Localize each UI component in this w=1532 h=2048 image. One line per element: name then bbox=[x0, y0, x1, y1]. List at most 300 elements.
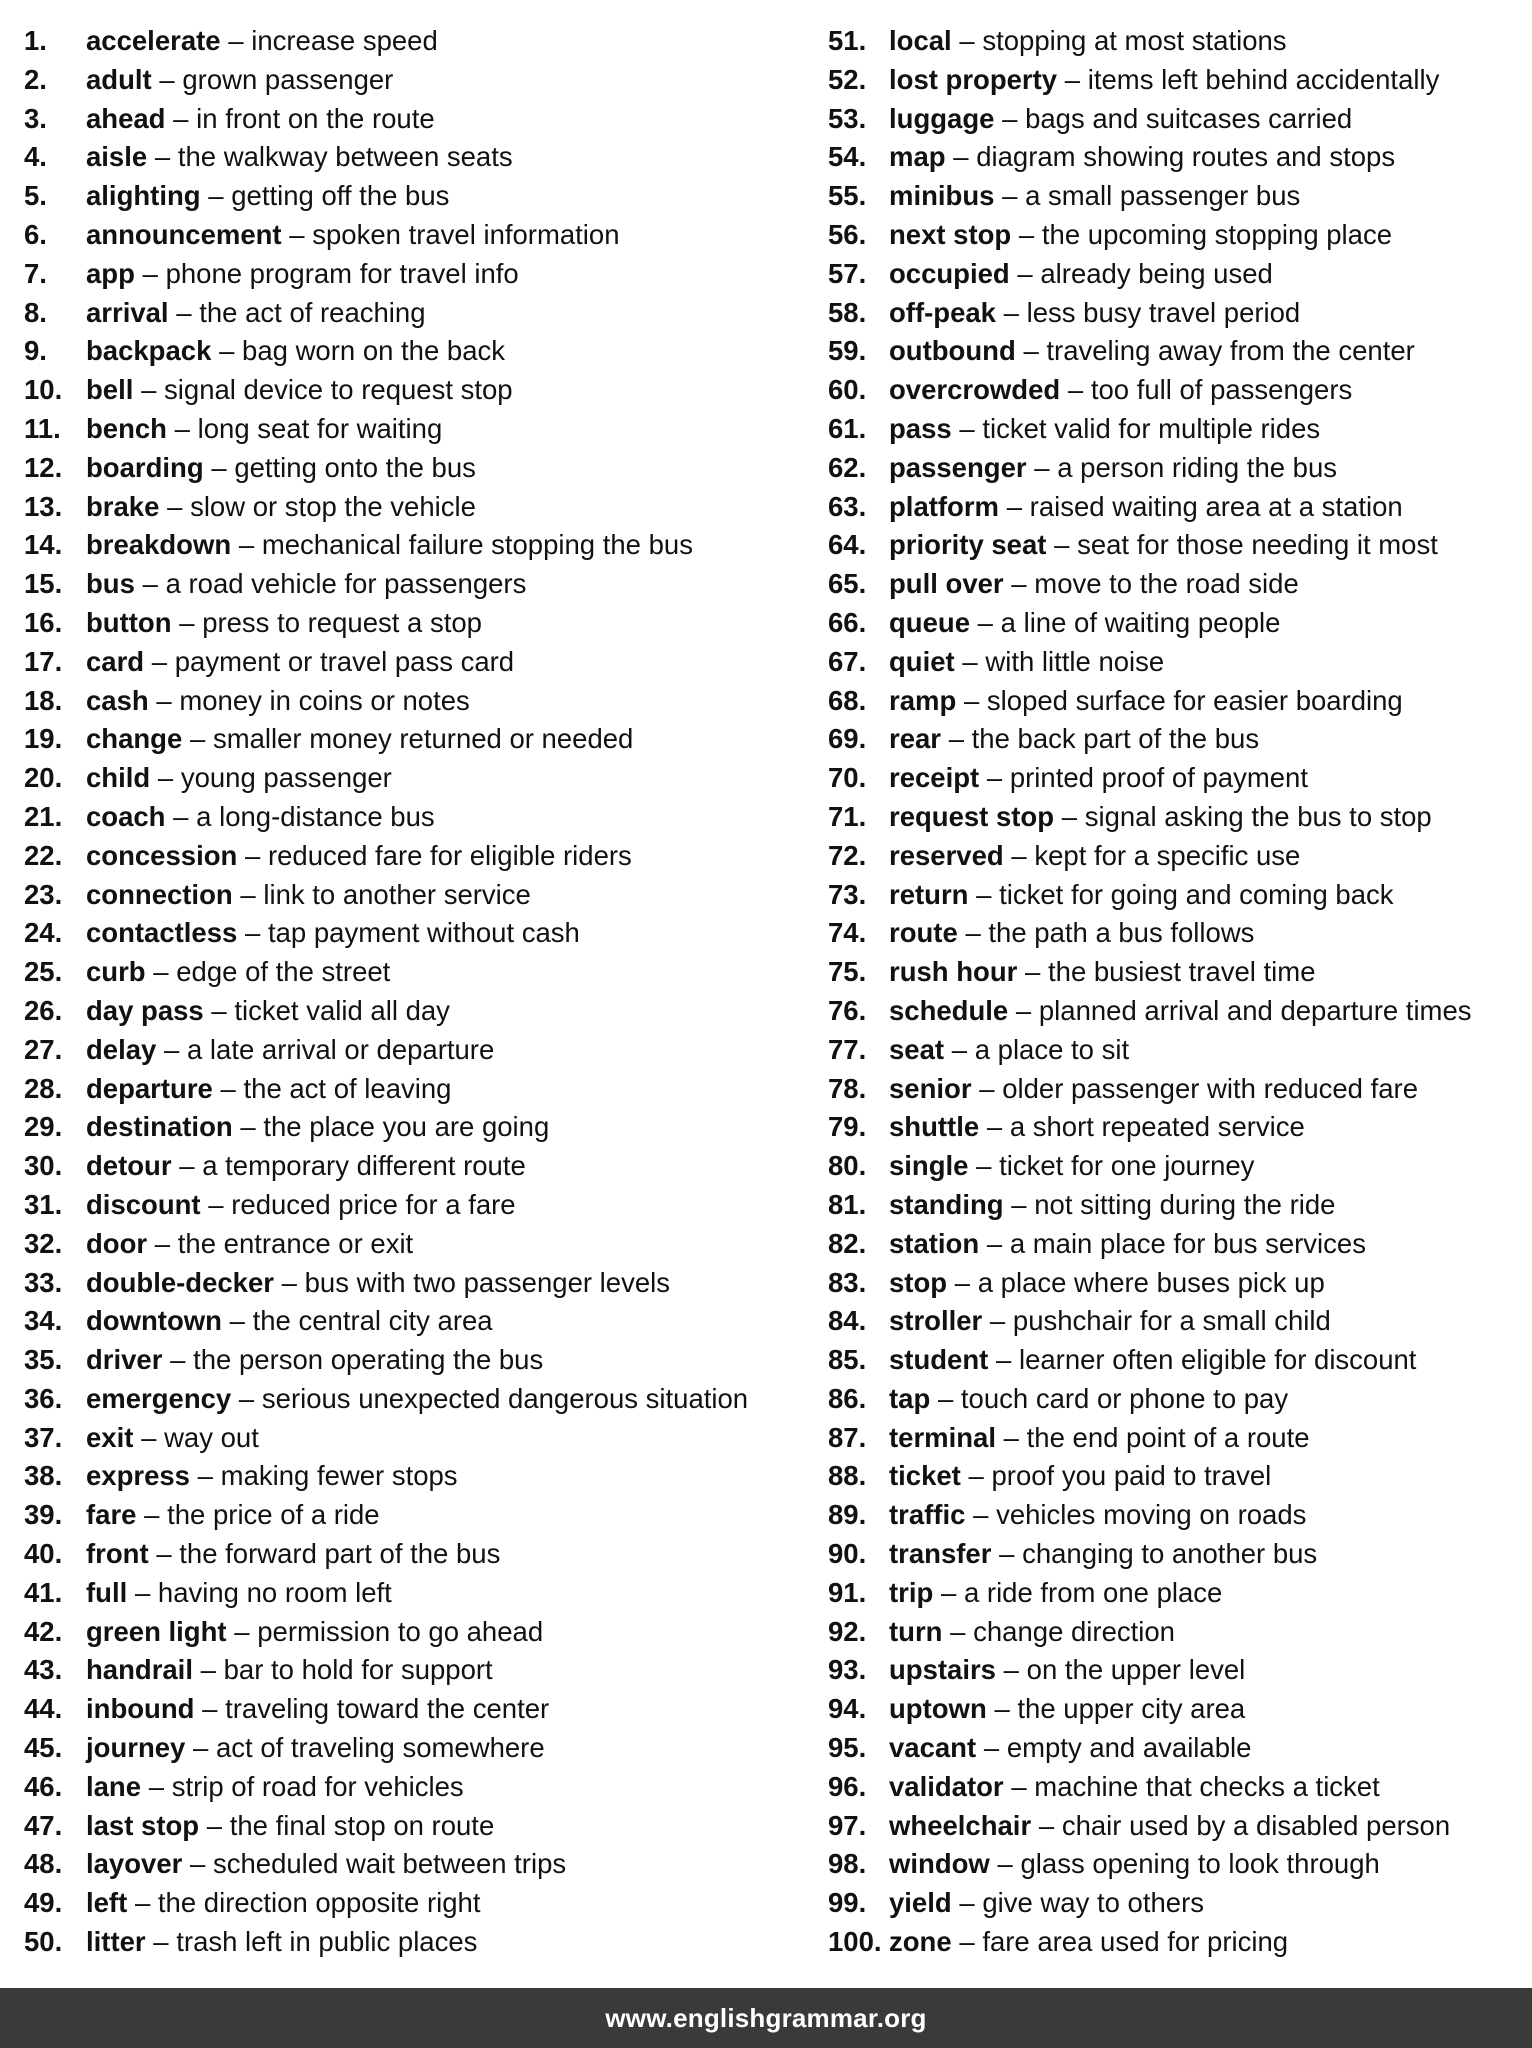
vocabulary-entry bbox=[24, 1496, 804, 1535]
entry-definition: tap payment without cash bbox=[268, 917, 580, 949]
entry-separator: – bbox=[1061, 800, 1078, 832]
vocabulary-entry bbox=[828, 1613, 1528, 1652]
entry-term: aisle bbox=[86, 141, 148, 173]
vocabulary-entry bbox=[828, 1419, 1528, 1458]
vocabulary-entry bbox=[828, 876, 1528, 915]
vocabulary-column-right bbox=[828, 22, 1528, 1962]
vocabulary-entry bbox=[24, 1108, 804, 1147]
entry-definition: reduced price for a fare bbox=[231, 1188, 516, 1220]
entry-number: 40. bbox=[24, 1538, 63, 1570]
entry-term: curb bbox=[86, 956, 146, 988]
entry-number: 56. bbox=[828, 218, 867, 250]
entry-term: transfer bbox=[889, 1538, 992, 1570]
entry-separator: – bbox=[959, 1926, 975, 1958]
entry-term: downtown bbox=[86, 1305, 222, 1337]
entry-number: 18. bbox=[24, 684, 63, 716]
vocabulary-entry bbox=[828, 526, 1528, 565]
entry-number: 96. bbox=[828, 1770, 867, 1802]
entry-number: 89. bbox=[828, 1499, 867, 1531]
entry-definition: a road vehicle for passengers bbox=[165, 568, 527, 600]
entry-separator: – bbox=[176, 296, 192, 328]
vocabulary-entry bbox=[828, 449, 1528, 488]
entry-definition: edge of the street bbox=[176, 956, 391, 988]
vocabulary-entry bbox=[24, 1457, 804, 1496]
entry-number: 93. bbox=[828, 1654, 867, 1686]
entry-definition: a late arrival or departure bbox=[187, 1033, 495, 1065]
entry-number: 54. bbox=[828, 141, 867, 173]
entry-separator: – bbox=[245, 917, 261, 949]
entry-number: 42. bbox=[24, 1615, 63, 1647]
entry-number: 77. bbox=[828, 1033, 867, 1065]
entry-term: ramp bbox=[889, 684, 957, 716]
entry-definition: proof you paid to travel bbox=[991, 1460, 1272, 1492]
entry-number: 55. bbox=[828, 180, 867, 212]
vocabulary-entry bbox=[24, 1807, 804, 1846]
vocabulary-entry bbox=[24, 1690, 804, 1729]
entry-term: green light bbox=[86, 1615, 227, 1647]
vocabulary-entry bbox=[828, 216, 1528, 255]
entry-definition: permission to go ahead bbox=[257, 1615, 544, 1647]
entry-term: handrail bbox=[86, 1654, 193, 1686]
entry-separator: – bbox=[141, 374, 157, 406]
vocabulary-entry bbox=[24, 1845, 804, 1884]
entry-definition: bags and suitcases carried bbox=[1025, 102, 1353, 134]
entry-separator: – bbox=[208, 180, 224, 212]
vocabulary-entry bbox=[828, 1923, 1528, 1962]
vocabulary-entry bbox=[24, 1651, 804, 1690]
entry-definition: the person operating the bus bbox=[193, 1344, 544, 1376]
entry-term: overcrowded bbox=[889, 374, 1061, 406]
entry-term: adult bbox=[86, 63, 152, 95]
entry-term: full bbox=[86, 1576, 128, 1608]
entry-separator: – bbox=[989, 1305, 1006, 1337]
vocabulary-entry bbox=[24, 1535, 804, 1574]
vocabulary-entry bbox=[828, 138, 1528, 177]
entry-separator: – bbox=[240, 1111, 256, 1143]
entry-term: terminal bbox=[889, 1421, 996, 1453]
vocabulary-entry bbox=[828, 1264, 1528, 1303]
entry-separator: – bbox=[179, 606, 195, 638]
vocabulary-entry bbox=[24, 682, 804, 721]
vocabulary-entry bbox=[24, 1186, 804, 1225]
entry-number: 80. bbox=[828, 1150, 867, 1182]
entry-separator: – bbox=[170, 1344, 186, 1376]
entry-number: 74. bbox=[828, 917, 867, 949]
entry-number: 3. bbox=[24, 102, 47, 134]
entry-number: 62. bbox=[828, 451, 867, 483]
entry-separator: – bbox=[983, 1732, 1000, 1764]
footer-website-link[interactable]: www.englishgrammar.org bbox=[605, 2002, 927, 2033]
vocabulary-entry bbox=[828, 1302, 1528, 1341]
entry-number: 33. bbox=[24, 1266, 63, 1298]
entry-number: 76. bbox=[828, 994, 867, 1026]
entry-term: uptown bbox=[889, 1693, 987, 1725]
entry-separator: – bbox=[173, 102, 189, 134]
entry-definition: ticket valid for multiple rides bbox=[982, 412, 1321, 444]
vocabulary-entry bbox=[828, 1845, 1528, 1884]
vocabulary-entry bbox=[828, 953, 1528, 992]
entry-definition: bus with two passenger levels bbox=[304, 1266, 670, 1298]
entry-number: 21. bbox=[24, 800, 63, 832]
entry-number: 79. bbox=[828, 1111, 867, 1143]
entry-term: bench bbox=[86, 412, 167, 444]
vocabulary-entry bbox=[828, 1884, 1528, 1923]
entry-separator: – bbox=[1017, 257, 1033, 289]
entry-separator: – bbox=[1011, 839, 1027, 871]
entry-definition: in front on the route bbox=[196, 102, 435, 134]
entry-definition: spoken travel information bbox=[312, 218, 620, 250]
entry-definition: stopping at most stations bbox=[982, 25, 1287, 56]
entry-definition: press to request a stop bbox=[202, 606, 482, 638]
entry-number: 52. bbox=[828, 63, 867, 95]
entry-definition: less busy travel period bbox=[1026, 296, 1301, 328]
vocabulary-entry bbox=[24, 643, 804, 682]
entry-separator: – bbox=[228, 25, 244, 56]
entry-separator: – bbox=[951, 1033, 968, 1065]
entry-separator: – bbox=[193, 1732, 209, 1764]
entry-definition: reduced fare for eligible riders bbox=[267, 839, 632, 871]
entry-term: change bbox=[86, 723, 183, 755]
entry-separator: – bbox=[142, 257, 158, 289]
entry-definition: a person riding the bus bbox=[1057, 451, 1338, 483]
entry-definition: kept for a specific use bbox=[1034, 839, 1301, 871]
entry-definition: getting off the bus bbox=[231, 180, 450, 212]
vocabulary-entry bbox=[24, 526, 804, 565]
vocabulary-entry bbox=[828, 1768, 1528, 1807]
entry-definition: pushchair for a small child bbox=[1012, 1305, 1331, 1337]
vocabulary-entry bbox=[828, 294, 1528, 333]
vocabulary-entry bbox=[24, 876, 804, 915]
entry-definition: increase speed bbox=[251, 25, 438, 56]
entry-number: 68. bbox=[828, 684, 867, 716]
vocabulary-entry bbox=[24, 837, 804, 876]
entry-number: 49. bbox=[24, 1887, 63, 1919]
entry-term: vacant bbox=[889, 1732, 977, 1764]
entry-term: front bbox=[86, 1538, 149, 1570]
entry-term: last stop bbox=[86, 1809, 200, 1841]
entry-term: cash bbox=[86, 684, 149, 716]
entry-term: layover bbox=[86, 1848, 183, 1880]
vocabulary-entry bbox=[828, 1574, 1528, 1613]
entry-definition: empty and available bbox=[1006, 1732, 1252, 1764]
vocabulary-entry bbox=[24, 61, 804, 100]
entry-term: departure bbox=[86, 1072, 213, 1104]
vocabulary-entry bbox=[24, 332, 804, 371]
entry-definition: a long-distance bus bbox=[196, 800, 435, 832]
vocabulary-entry bbox=[828, 1457, 1528, 1496]
vocabulary-entry bbox=[24, 1884, 804, 1923]
entry-term: shuttle bbox=[889, 1111, 980, 1143]
entry-term: connection bbox=[86, 878, 233, 910]
entry-definition: the walkway between seats bbox=[177, 141, 513, 173]
vocabulary-entry bbox=[828, 1496, 1528, 1535]
entry-separator: – bbox=[1002, 102, 1018, 134]
vocabulary-entry bbox=[828, 1380, 1528, 1419]
vocabulary-entry bbox=[24, 1923, 804, 1962]
entry-number: 66. bbox=[828, 606, 867, 638]
entry-number: 98. bbox=[828, 1848, 867, 1880]
entry-term: passenger bbox=[889, 451, 1027, 483]
entry-separator: – bbox=[954, 1266, 971, 1298]
vocabulary-entry bbox=[828, 643, 1528, 682]
entry-separator: – bbox=[164, 1033, 180, 1065]
entry-separator: – bbox=[144, 1499, 160, 1531]
entry-separator: – bbox=[973, 1499, 989, 1531]
entry-definition: a temporary different route bbox=[202, 1150, 526, 1182]
vocabulary-entry bbox=[24, 100, 804, 139]
vocabulary-entry bbox=[24, 216, 804, 255]
entry-term: stop bbox=[889, 1266, 948, 1298]
entry-number: 82. bbox=[828, 1227, 867, 1259]
entry-separator: – bbox=[965, 917, 981, 949]
entry-definition: the final stop on route bbox=[229, 1809, 495, 1841]
entry-number: 4. bbox=[24, 141, 47, 173]
entry-term: lane bbox=[86, 1770, 142, 1802]
entry-separator: – bbox=[206, 1809, 223, 1841]
entry-term: accelerate bbox=[86, 25, 221, 56]
entry-separator: – bbox=[999, 1538, 1015, 1570]
vocabulary-entry bbox=[24, 1264, 804, 1303]
entry-number: 9. bbox=[24, 335, 47, 367]
entry-term: queue bbox=[889, 606, 970, 638]
vocabulary-entry bbox=[24, 371, 804, 410]
entry-separator: – bbox=[156, 684, 172, 716]
entry-separator: – bbox=[977, 606, 993, 638]
vocabulary-entry bbox=[828, 1690, 1528, 1729]
vocabulary-entry bbox=[828, 1186, 1528, 1225]
vocabulary-entry bbox=[24, 294, 804, 333]
entry-definition: machine that checks a ticket bbox=[1034, 1770, 1380, 1802]
entry-definition: strip of road for vehicles bbox=[171, 1770, 464, 1802]
entry-number: 59. bbox=[828, 335, 867, 367]
vocabulary-entry bbox=[828, 255, 1528, 294]
vocabulary-entry bbox=[24, 410, 804, 449]
entry-term: yield bbox=[889, 1887, 952, 1919]
entry-separator: – bbox=[148, 1770, 165, 1802]
vocabulary-entry bbox=[24, 449, 804, 488]
entry-separator: – bbox=[959, 25, 975, 56]
vocabulary-entry bbox=[828, 371, 1528, 410]
vocabulary-entry bbox=[828, 1147, 1528, 1186]
entry-number: 13. bbox=[24, 490, 63, 522]
entry-number: 22. bbox=[24, 839, 63, 871]
entry-separator: – bbox=[1064, 63, 1081, 95]
entry-definition: mechanical failure stopping the bus bbox=[261, 529, 693, 561]
entry-number: 44. bbox=[24, 1693, 63, 1725]
entry-number: 67. bbox=[828, 645, 867, 677]
entry-term: boarding bbox=[86, 451, 204, 483]
entry-definition: on the upper level bbox=[1026, 1654, 1246, 1686]
entry-definition: the path a bus follows bbox=[988, 917, 1255, 949]
entry-term: luggage bbox=[889, 102, 995, 134]
entry-separator: – bbox=[937, 1382, 954, 1414]
entry-definition: getting onto the bus bbox=[234, 451, 476, 483]
entry-term: schedule bbox=[889, 994, 1009, 1026]
entry-term: inbound bbox=[86, 1693, 195, 1725]
entry-definition: a ride from one place bbox=[963, 1576, 1223, 1608]
entry-definition: a short repeated service bbox=[1009, 1111, 1305, 1143]
entry-definition: too full of passengers bbox=[1090, 374, 1353, 406]
entry-number: 17. bbox=[24, 645, 63, 677]
entry-number: 50. bbox=[24, 1926, 63, 1958]
vocabulary-entry bbox=[24, 565, 804, 604]
entry-separator: – bbox=[245, 839, 261, 871]
entry-number: 37. bbox=[24, 1421, 63, 1453]
entry-separator: – bbox=[1011, 568, 1027, 600]
entry-definition: a small passenger bus bbox=[1025, 180, 1301, 212]
vocabulary-entry bbox=[24, 1768, 804, 1807]
entry-number: 75. bbox=[828, 956, 867, 988]
entry-separator: – bbox=[190, 1848, 206, 1880]
entry-term: map bbox=[889, 141, 946, 173]
vocabulary-entry bbox=[828, 992, 1528, 1031]
entry-term: announcement bbox=[86, 218, 282, 250]
entry-separator: – bbox=[234, 1615, 250, 1647]
vocabulary-entry bbox=[24, 1574, 804, 1613]
entry-term: tap bbox=[889, 1382, 931, 1414]
entry-number: 30. bbox=[24, 1150, 63, 1182]
entry-term: button bbox=[86, 606, 172, 638]
entry-number: 7. bbox=[24, 257, 47, 289]
entry-separator: – bbox=[1034, 451, 1050, 483]
entry-term: traffic bbox=[889, 1499, 966, 1531]
entry-definition: vehicles moving on roads bbox=[996, 1499, 1307, 1531]
entry-separator: – bbox=[979, 1072, 995, 1104]
entry-number: 60. bbox=[828, 374, 867, 406]
entry-term: day pass bbox=[86, 994, 204, 1026]
entry-number: 6. bbox=[24, 218, 47, 250]
vocabulary-entry bbox=[828, 1807, 1528, 1846]
entry-definition: signal asking the bus to stop bbox=[1084, 800, 1432, 832]
entry-term: off-peak bbox=[889, 296, 996, 328]
entry-separator: – bbox=[1054, 529, 1070, 561]
entry-separator: – bbox=[976, 1150, 992, 1182]
entry-term: double-decker bbox=[86, 1266, 274, 1298]
entry-term: child bbox=[86, 762, 151, 794]
entry-separator: – bbox=[986, 1111, 1003, 1143]
vocabulary-entry bbox=[828, 100, 1528, 139]
entry-term: discount bbox=[86, 1188, 201, 1220]
entry-number: 32. bbox=[24, 1227, 63, 1259]
entry-separator: – bbox=[976, 878, 992, 910]
vocabulary-entry bbox=[828, 332, 1528, 371]
entry-definition: changing to another bus bbox=[1022, 1538, 1318, 1570]
entry-term: ticket bbox=[889, 1460, 961, 1492]
entry-term: validator bbox=[889, 1770, 1004, 1802]
entry-definition: ticket for one journey bbox=[999, 1150, 1255, 1182]
entry-definition: sloped surface for easier boarding bbox=[986, 684, 1403, 716]
entry-definition: a place where buses pick up bbox=[977, 1266, 1325, 1298]
entry-number: 83. bbox=[828, 1266, 867, 1298]
vocabulary-entry bbox=[828, 837, 1528, 876]
entry-separator: – bbox=[141, 1421, 157, 1453]
vocabulary-entry bbox=[828, 177, 1528, 216]
vocabulary-entry bbox=[828, 22, 1528, 61]
entry-term: turn bbox=[889, 1615, 943, 1647]
entry-term: rear bbox=[889, 723, 941, 755]
entry-definition: signal device to request stop bbox=[164, 374, 513, 406]
vocabulary-entry bbox=[24, 1341, 804, 1380]
entry-definition: the act of leaving bbox=[243, 1072, 452, 1104]
entry-number: 20. bbox=[24, 762, 63, 794]
entry-definition: serious unexpected dangerous situation bbox=[261, 1382, 749, 1414]
entry-term: student bbox=[889, 1344, 989, 1376]
entry-separator: – bbox=[156, 1538, 172, 1570]
entry-term: minibus bbox=[889, 180, 995, 212]
entry-term: window bbox=[889, 1848, 990, 1880]
entry-number: 11. bbox=[24, 412, 61, 444]
entry-separator: – bbox=[174, 412, 190, 444]
entry-number: 87. bbox=[828, 1421, 867, 1453]
vocabulary-entry bbox=[828, 410, 1528, 449]
entry-definition: slow or stop the vehicle bbox=[190, 490, 476, 522]
vocabulary-entry bbox=[828, 1535, 1528, 1574]
entry-number: 46. bbox=[24, 1770, 63, 1802]
entry-number: 99. bbox=[828, 1887, 867, 1919]
entry-number: 69. bbox=[828, 723, 867, 755]
entry-number: 26. bbox=[24, 994, 63, 1026]
entry-number: 10. bbox=[24, 374, 63, 406]
entry-term: outbound bbox=[889, 335, 1016, 367]
entry-definition: the upcoming stopping place bbox=[1041, 218, 1393, 250]
vocabulary-entry bbox=[828, 720, 1528, 759]
entry-number: 45. bbox=[24, 1732, 63, 1764]
entry-separator: – bbox=[197, 1460, 213, 1492]
entry-term: breakdown bbox=[86, 529, 232, 561]
entry-term: pull over bbox=[889, 568, 1004, 600]
entry-separator: – bbox=[153, 1926, 169, 1958]
entry-separator: – bbox=[157, 762, 174, 794]
vocabulary-entry bbox=[24, 1613, 804, 1652]
entry-definition: traveling toward the center bbox=[225, 1693, 550, 1725]
entry-term: door bbox=[86, 1227, 148, 1259]
entry-term: fare bbox=[86, 1499, 137, 1531]
vocabulary-entry bbox=[828, 1070, 1528, 1109]
entry-number: 15. bbox=[24, 568, 63, 600]
entry-number: 38. bbox=[24, 1460, 63, 1492]
entry-definition: bar to hold for support bbox=[223, 1654, 493, 1686]
entry-term: contactless bbox=[86, 917, 238, 949]
entry-term: trip bbox=[889, 1576, 934, 1608]
entry-separator: – bbox=[941, 1576, 957, 1608]
entry-definition: ticket for going and coming back bbox=[999, 878, 1394, 910]
entry-separator: – bbox=[959, 412, 975, 444]
entry-number: 53. bbox=[828, 102, 867, 134]
entry-definition: the end point of a route bbox=[1026, 1421, 1310, 1453]
entry-number: 57. bbox=[828, 257, 867, 289]
vocabulary-entry bbox=[828, 798, 1528, 837]
entry-number: 84. bbox=[828, 1305, 867, 1337]
entry-separator: – bbox=[994, 1693, 1010, 1725]
entry-number: 8. bbox=[24, 296, 47, 328]
entry-term: detour bbox=[86, 1150, 172, 1182]
entry-term: brake bbox=[86, 490, 160, 522]
entry-term: route bbox=[889, 917, 958, 949]
entry-definition: scheduled wait between trips bbox=[213, 1848, 567, 1880]
entry-number: 29. bbox=[24, 1111, 63, 1143]
entry-definition: the busiest travel time bbox=[1048, 956, 1316, 988]
entry-definition: act of traveling somewhere bbox=[216, 1732, 545, 1764]
entry-term: stroller bbox=[889, 1305, 983, 1337]
entry-number: 47. bbox=[24, 1809, 63, 1841]
entry-definition: traveling away from the center bbox=[1046, 335, 1415, 367]
vocabulary-entry bbox=[828, 1729, 1528, 1768]
entry-definition: printed proof of payment bbox=[1009, 762, 1308, 794]
entry-separator: – bbox=[996, 1344, 1012, 1376]
entry-separator: – bbox=[950, 1615, 966, 1647]
entry-definition: way out bbox=[164, 1421, 259, 1453]
entry-separator: – bbox=[986, 762, 1003, 794]
